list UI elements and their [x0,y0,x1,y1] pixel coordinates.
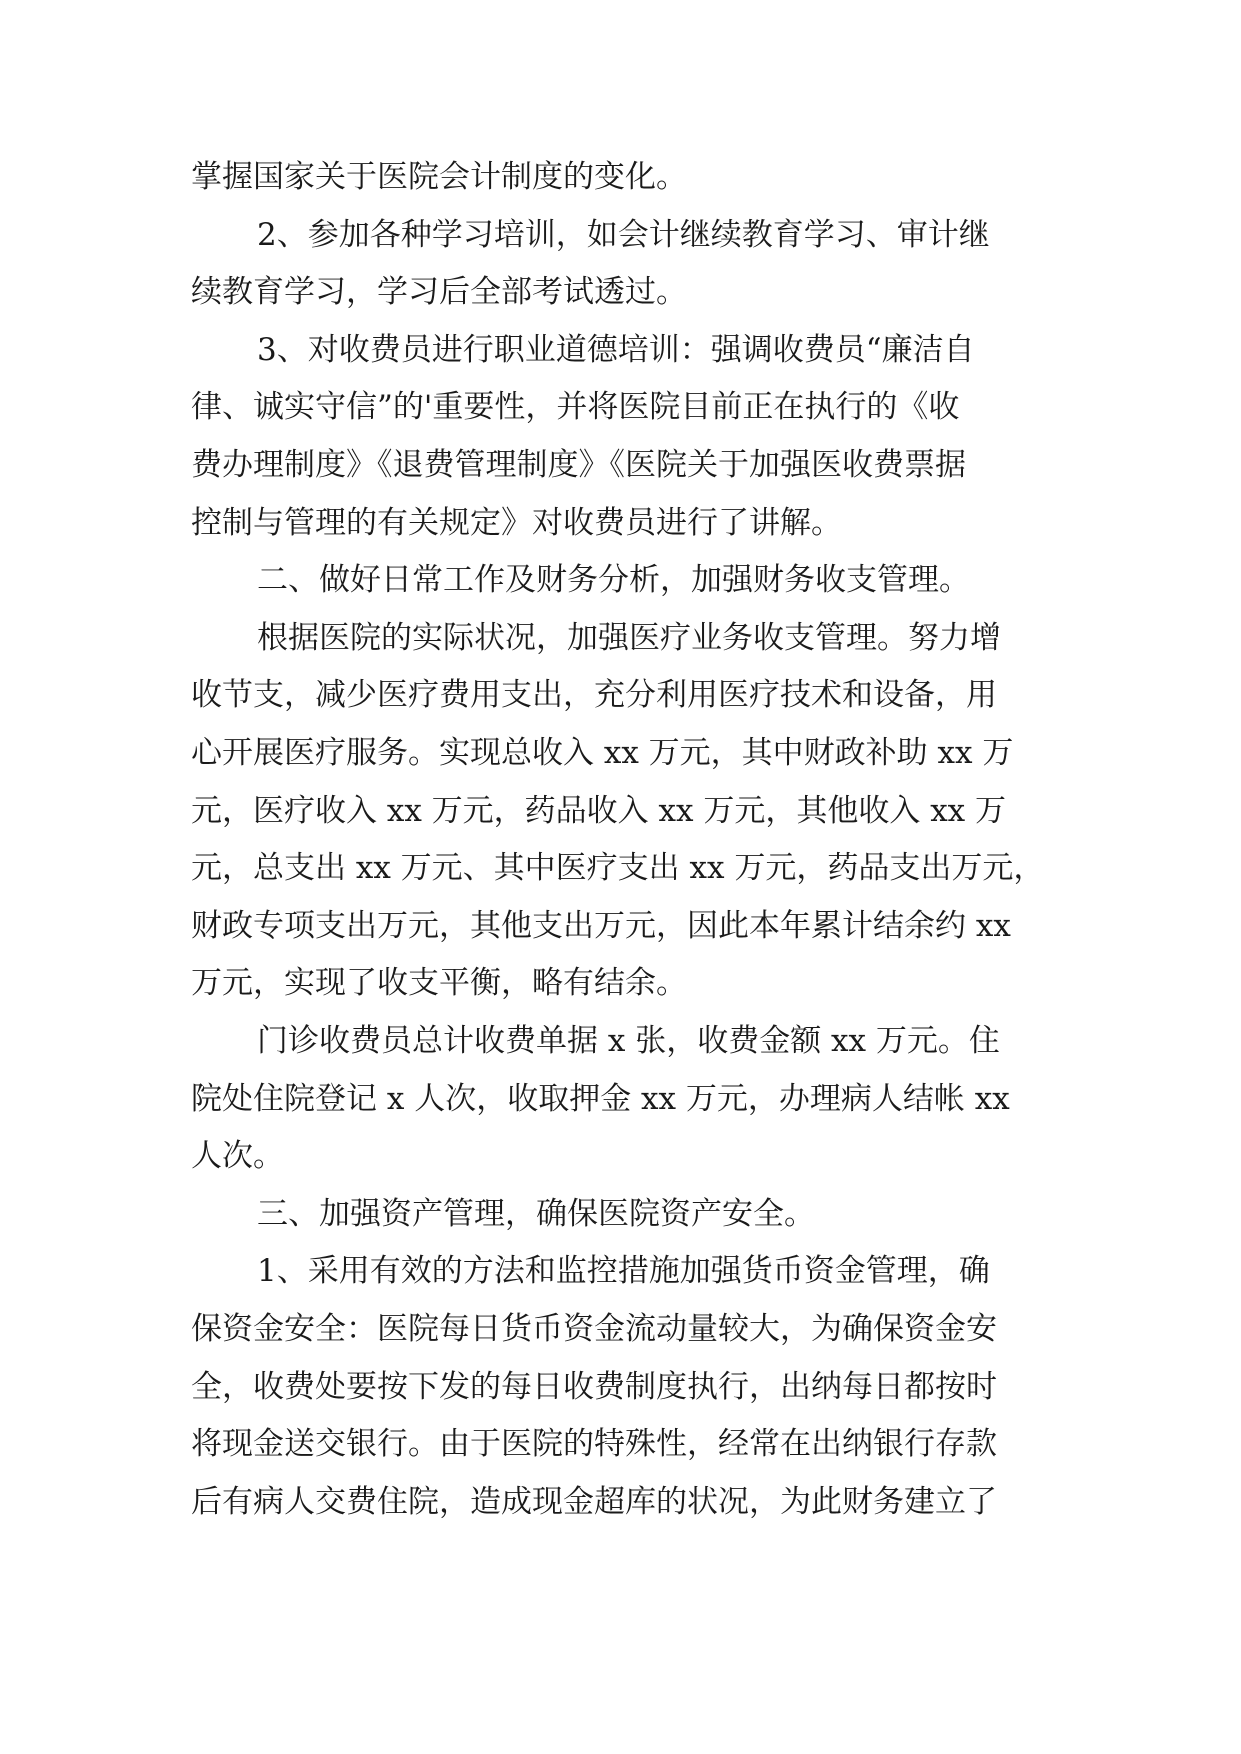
text-line: 元，医疗收入 xx 万元，药品收入 xx 万元，其他收入 xx 万 [191,793,1007,829]
text-line: 后有病人交费住院，造成现金超库的状况，为此财务建立了 [191,1484,997,1520]
text-line: 收节支，减少医疗费用支出，充分利用医疗技术和设备，用 [191,677,997,713]
text-line: 院处住院登记 x 人次，收取押金 xx 万元，办理病人结帐 xx [191,1081,1010,1117]
text-line: 1、采用有效的方法和监控措施加强货币资金管理，确 [257,1253,990,1289]
section-heading: 二、做好日常工作及财务分析，加强财务收支管理。 [257,562,970,598]
text-line: 将现金送交银行。由于医院的特殊性，经常在出纳银行存款 [191,1426,997,1462]
text-line: 人次。 [191,1138,284,1174]
text-line: 控制与管理的有关规定》对收费员进行了讲解。 [191,505,842,541]
section-heading: 三、加强资产管理，确保医院资产安全。 [257,1196,815,1232]
text-line: 门诊收费员总计收费单据 x 张，收费金额 xx 万元。住 [257,1023,1000,1059]
text-line: 根据医院的实际状况，加强医疗业务收支管理。努力增 [257,620,1001,656]
text-line: 财政专项支出万元，其他支出万元，因此本年累计结余约 xx [191,908,1011,944]
text-line: 全，收费处要按下发的每日收费制度执行，出纳每日都按时 [191,1369,997,1405]
text-line: 2、参加各种学习培训，如会计继续教育学习、审计继 [257,217,990,253]
text-line: 保资金安全：医院每日货币资金流动量较大，为确保资金安 [191,1311,997,1347]
text-line: 心开展医疗服务。实现总收入 xx 万元，其中财政补助 xx 万 [191,735,1014,771]
text-line: 元，总支出 xx 万元、其中医疗支出 xx 万元，药品支出万元， [191,850,1045,886]
text-line: 掌握国家关于医院会计制度的变化。 [191,159,687,195]
text-line: 万元，实现了收支平衡，略有结余。 [191,965,687,1001]
text-line: 律、诚实守信”的'重要性，并将医院目前正在执行的《收 [191,389,960,425]
text-line: 续教育学习，学习后全部考试透过。 [191,274,687,310]
text-line: 费办理制度》《退费管理制度》《医院关于加强医收费票据 [191,447,966,483]
text-line: 3、对收费员进行职业道德培训：强调收费员“廉洁自 [257,332,975,368]
